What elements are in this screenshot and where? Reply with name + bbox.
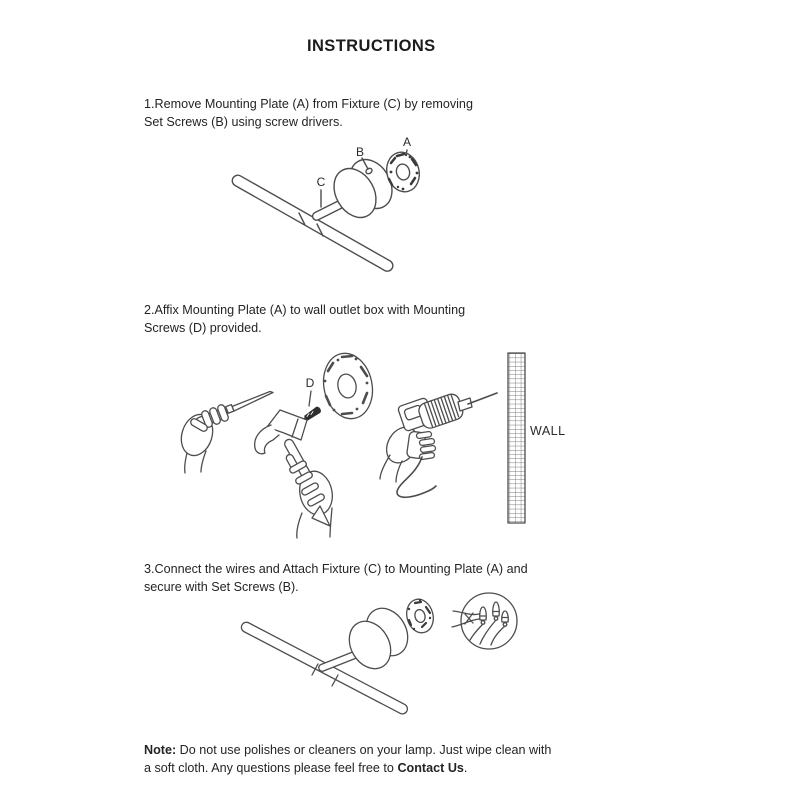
step-2-text [144, 301, 465, 337]
power-cord [397, 457, 436, 497]
step-2-line-1: 2.Affix Mounting Plate (A) to wall outlet box with Mounting [144, 303, 466, 317]
care-note [144, 741, 551, 777]
step-3-line-2: secure with Set Screws (B). [144, 580, 299, 594]
screwdriver-shaft [232, 392, 273, 412]
label-a: A [402, 135, 412, 149]
note-line-2 [144, 759, 551, 777]
note-label: Note: [144, 743, 177, 757]
mounting-plate [318, 349, 379, 424]
step-3-diagram [225, 592, 525, 724]
step-3-text [144, 560, 528, 596]
fixture-canopy [341, 601, 416, 676]
step-2-line-2: Screws (D) provided. [144, 321, 262, 335]
hand-with-drill [380, 392, 497, 497]
finger [420, 445, 436, 452]
page-title: INSTRUCTIONS [307, 37, 436, 55]
hand-with-screwdriver [176, 392, 273, 474]
label-b: B [355, 145, 365, 159]
step-1-diagram [220, 128, 490, 296]
drill-barrel [417, 392, 465, 430]
step-3-line-1: 3.Connect the wires and Attach Fixture (C) to Mounting Plate (A) and [144, 562, 528, 576]
wiring-detail-bubble [452, 593, 517, 649]
drill-chuck [458, 398, 472, 411]
step-2-diagram [140, 345, 580, 550]
step-1-line-1: 1.Remove Mounting Plate (A) from Fixture (C) by removing [144, 97, 473, 111]
contact-us-link[interactable]: Contact Us [397, 761, 464, 775]
drill-bit [468, 393, 497, 404]
note-line-2-suffix: . [463, 761, 468, 775]
note-line-1 [144, 741, 551, 759]
step-1-line-2: Set Screws (B) using screw drivers. [144, 115, 343, 129]
wall-label: WALL [530, 424, 566, 438]
label-c: C [316, 175, 326, 189]
label-d: D [305, 376, 315, 390]
hand-with-hammer [255, 410, 337, 538]
finger [416, 431, 432, 438]
note-line-2-text: a soft cloth. Any questions please feel free to [144, 761, 398, 775]
step-1-text [144, 95, 473, 131]
finger [419, 438, 435, 445]
note-line-1-text: Do not use polishes or cleaners on your lamp. Just wipe clean with [176, 743, 552, 757]
mounting-plate [403, 596, 437, 636]
wall [508, 353, 525, 523]
